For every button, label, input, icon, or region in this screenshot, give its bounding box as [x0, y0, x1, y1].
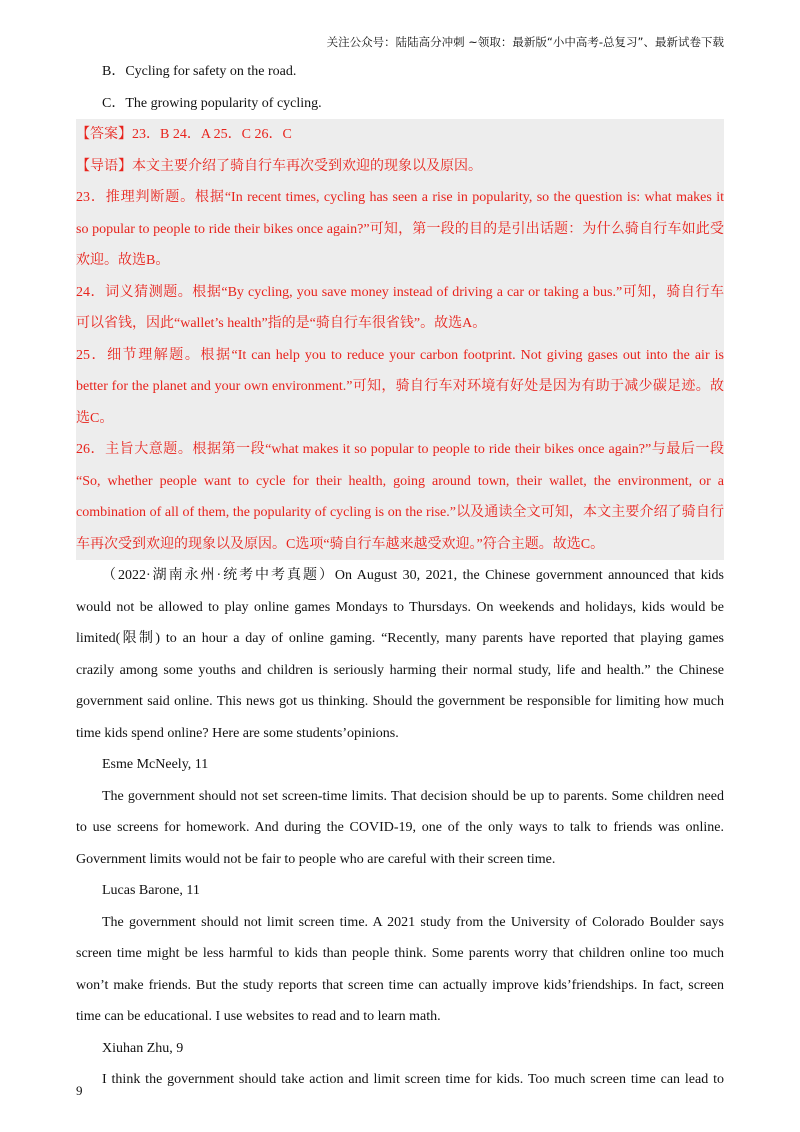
passage-line: crazily among some youths and children is seriously harming their normal study, life and health.” the Chinese	[76, 662, 724, 678]
page-header: 关注公众号：陆陆高分冲刺 ~领取：最新版“小中高考-总复习”、最新试卷下载	[326, 35, 724, 49]
option-b: B．Cycling for safety on the road.	[102, 64, 297, 79]
explanation-26-line: combination of all of them, the popularity of cycling is on the rise.”以及通读全文可知，本文主要介绍了骑自行	[76, 505, 724, 520]
explanation-26-line: 车再次受到欢迎的现象以及原因。C选项“骑自行车越来越受欢迎。”符合主题。故选C。	[76, 536, 605, 552]
passage-line: The government should not set screen-time limits. That decision should be up to parents. Some children need	[102, 788, 724, 804]
option-c: C．The growing popularity of cycling.	[102, 95, 322, 111]
explanation-23-line: 欢迎。故选B。	[76, 253, 170, 268]
passage-line: time can be educational. I use websites to read and to learn math.	[76, 1009, 441, 1024]
passage-line: would not be allowed to play online games Mondays to Thursdays. On weekends and holidays, kids would be	[76, 599, 724, 615]
explanation-24-line: 24．词义猜测题。根据“By cycling, you save money instead of driving a car or taking a bus.”可知，骑自行车	[76, 284, 724, 300]
explanation-26-line: 26．主旨大意题。根据第一段“what makes it so popular to people to ride their bikes once again?”与最后一段	[76, 442, 724, 457]
passage-line: to use screens for homework. And during the COVID-19, one of the only ways to talk to friends was online.	[76, 820, 724, 835]
opinion-paragraph	[76, 1064, 724, 1096]
passage-line: won’t make friends. But the study reports that screen time can actually improve kids’friendships. In fact, screen	[76, 977, 724, 993]
passage-line: The government should not limit screen time. A 2021 study from the University of Colorado Boulder says	[102, 914, 724, 930]
page-number: 9	[76, 1083, 83, 1098]
speaker-name: Lucas Barone, 11	[102, 883, 200, 898]
passage-line: Government limits would not be fair to people who are careful with their screen time.	[76, 851, 556, 867]
speaker-name: Esme McNeely, 11	[102, 757, 209, 772]
explanation-25-line: 选C。	[76, 410, 114, 426]
explanation-23-line: 23．推理判断题。根据“In recent times, cycling has seen a rise in popularity, so the question is: what makes it	[76, 190, 724, 205]
passage-line: government said online. This news got us thinking. Should the government be responsible for limiting how much	[76, 694, 724, 709]
answer-key: 【答案】23．B 24．A 25．C 26．C	[76, 127, 292, 142]
document-body	[76, 56, 724, 1096]
passage-line: screen time might be less harmful to kids than people think. Some parents worry that children online too much	[76, 946, 724, 961]
guide-summary: 【导语】本文主要介绍了骑自行车再次受到欢迎的现象以及原因。	[76, 158, 482, 174]
explanation-23-line: so popular to people to ride their bikes once again?”可知，第一段的目的是引出话题：为什么骑自行车如此受	[76, 221, 724, 237]
opinion-paragraph	[76, 907, 724, 1033]
passage-line: limited(限制) to an hour a day of online gaming. “Recently, many parents have reported that playing games	[76, 631, 724, 646]
answer-explanation-block	[76, 119, 724, 560]
explanation-24-line: 可以省钱，因此“wallet’s health”指的是“骑自行车很省钱”。故选A。	[76, 316, 487, 331]
passage-line: time kids spend online? Here are some students’opinions.	[76, 725, 399, 741]
explanation-25-line: 25．细节理解题。根据“It can help you to reduce your carbon footprint. Not giving gases out into the air is	[76, 347, 724, 363]
explanation-26-line: “So, whether people want to cycle for their health, going around town, their wallet, the environment, or a	[76, 473, 724, 489]
opinion-paragraph	[76, 781, 724, 876]
speaker-name: Xiuhan Zhu, 9	[102, 1040, 184, 1056]
passage-line: I think the government should take action and limit screen time for kids. Too much screen time can lead to	[102, 1072, 724, 1087]
explanation-25-line: better for the planet and your own environment.”可知，骑自行车对环境有好处是因为有助于减少碳足迹。故	[76, 379, 724, 394]
passage-line: （2022·湖南永州·统考中考真题）On August 30, 2021, the Chinese government announced that kids	[102, 568, 724, 583]
passage-intro	[76, 560, 724, 749]
